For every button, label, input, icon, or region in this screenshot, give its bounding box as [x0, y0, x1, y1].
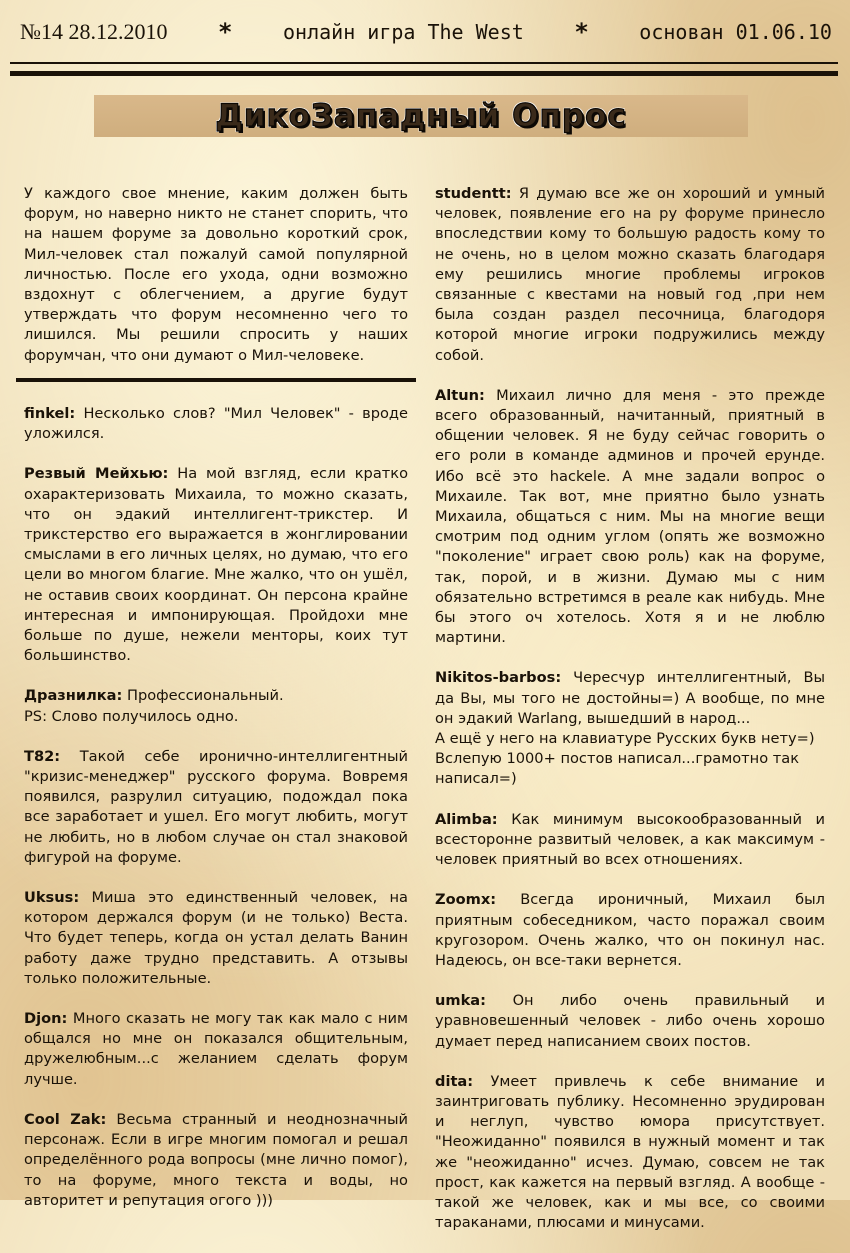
commenter-name: dita:: [435, 1072, 474, 1090]
commenter-name: Zoomx:: [435, 891, 497, 909]
comment-dita: [435, 1072, 825, 1234]
comment-addendum: А ещё у него на клавиатуре Русских букв нету=) Вслепую 1000+ постов написал...грамотно так написал=): [435, 730, 815, 788]
comment-text: Чересчур интеллигентный, Вы да Вы, мы того не достойны=) А вообще, по мне он эдакий Warlang, вышедший в народ...: [435, 669, 826, 727]
comment-text: Умеет привлечь к себе внимание и заинтриговать публику. Несомненно эрудирован и неглуп, чувство юмора присутствует. "Неожиданно" появился в нужный момент и так же "неожиданно" исчез. Думаю, совсем не так прост, как кажется на первый взгляд. А вообще - такой же человек, как и мы все, со своими тараканами, плюсами и минусами.: [435, 1072, 825, 1232]
comment-nikitos: [435, 668, 825, 789]
commenter-name: umka:: [435, 992, 486, 1010]
comment-zoomx: [435, 890, 825, 971]
issue-date: №14 28.12.2010: [20, 19, 168, 44]
title-banner: [94, 95, 748, 137]
commenter-name: Nikitos-barbos:: [435, 669, 562, 687]
comment-text: Всегда ироничный, Михаил был приятным собеседником, часто поражал своим кругозором. Очень жалко, что он покинул нас. Надеюсь, он все-таки вернется.: [435, 891, 825, 969]
comment-rezvy: [24, 464, 408, 666]
commenter-name: Djon:: [24, 1010, 68, 1028]
comment-text: На мой взгляд, если кратко охарактеризовать Михаила, то можно сказать, что он эдакий интеллигент-трикстер. И трикстерство его выражается в жонглировании смыслами в его личных целях, но думаю, что его цели во многом благие. Мне жалко, что он ушёл, не оставив своих координат. Он персона крайне интересная и импонирующая. Пройдохи мне больше по душе, нежели менторы, коих тут большинство.: [24, 465, 409, 665]
comment-uksus: [24, 888, 408, 989]
commenter-name: Altun:: [435, 386, 485, 404]
comment-djon: [24, 1009, 408, 1090]
commenter-name: Alimba:: [435, 810, 498, 828]
comment-text: Весьма странный и неоднозначный персонаж. Если в игре многим помогал и решал определённого рода вопросы (мне лично помог), то на форуме, много текста и воды, но авторитет и репутация огого ))): [24, 1110, 408, 1209]
comment-alimba: [435, 810, 825, 871]
comment-cool-zak: [24, 1110, 408, 1211]
commenter-name: Uksus:: [24, 889, 80, 907]
game-name: онлайн игра The West: [282, 20, 524, 44]
star-separator-2: *: [574, 18, 589, 46]
comment-finkel: [24, 404, 408, 444]
masthead-rule-thick: [10, 71, 838, 76]
commenter-name: finkel:: [24, 405, 76, 422]
comment-text: Профессиональный.: [127, 687, 284, 705]
founded-date: основан 01.06.10: [639, 20, 832, 44]
star-separator: *: [218, 18, 233, 46]
comment-altun: [435, 386, 825, 649]
page-title: ДикоЗападный Опрос: [215, 98, 627, 134]
comment-text: Я думаю все же он хороший и умный человек, появление его на ру форуме принесло впоследствии кому то большую радость кому то не очень, но в целом можно сказать благодаря ему решились многие проблемы игроков связанные с квестами на новый год ,при нем была создан раздел песочница, благодоря которой многие игроки подружились между собой.: [435, 185, 825, 364]
comment-text: Он либо очень правильный и уравновешенный человек - либо очень хорошо думает перед написанием своих постов.: [435, 992, 826, 1050]
intro-block: [24, 184, 408, 386]
comment-t82: [24, 747, 408, 868]
masthead-rule-thin: [10, 62, 838, 64]
commenter-name: studentt:: [435, 185, 512, 202]
comment-postscript: PS: Слово получилось одно.: [24, 707, 239, 725]
comment-text: Несколько слов? "Мил Человек" - вроде уложился.: [24, 405, 408, 443]
intro-text: У каждого свое мнение, каким должен быть форум, но наверно никто не станет спорить, что на нашем форуме за довольно короткий срок, Мил-человек стал пожалуй самой популярной личностью. После его ухода, одни возможно вздохнут с облегчением, а другие будут утверждать что форум несомненно чего то лишился. Мы решили спросить у наших форумчан, что они думают о Мил-человеке.: [24, 185, 408, 364]
right-column: [435, 184, 825, 1253]
comment-text: Как минимум высокообразованный и всесторонне развитый человек, а как максимум - человек приятный во всех отношениях.: [435, 810, 825, 869]
left-column: [24, 404, 408, 1231]
commenter-name: Резвый Мейхью:: [24, 465, 169, 483]
comment-text: Много сказать не могу так как мало с ним общался но мне он показался общительным, дружелюбным...с желанием сделать форум лучше.: [24, 1010, 409, 1088]
comment-text: Михаил лично для меня - это прежде всего образованный, начитанный, приятный в общении человек. Я не буду сейчас говорить о его роли в команде админов и прочей ерунде. Ибо всё это hackele. А мне задали вопрос о Михаиле. Так вот, мне приятно было узнать Михаила, общаться с ним. Мы на многие вещи смотрим под одним углом (опять же возможно "поколение" играет свою роль) как на форуме, так, порой, и в жизни. Думаю мы с ним обязательно встретимся в реале как нибудь. Мне бы этого оч хотелось. Хотя я и не люблю мартини.: [435, 386, 825, 647]
commenter-name: Дразнилка:: [24, 687, 123, 705]
masthead: [20, 14, 832, 50]
comment-umka: [435, 991, 825, 1052]
section-divider: [16, 378, 416, 382]
commenter-name: Cool Zak:: [24, 1110, 107, 1128]
comment-text: Такой себе иронично-интеллигентный "кризис-менеджер" русского форума. Вовремя появился, разрулил ситуацию, подождал пока все заработает и ушел. Его могут любить, могут не любить, но в любом случае он стал знаковой фигурой на форуме.: [24, 747, 408, 866]
comment-studentt: [435, 184, 825, 366]
comment-draznilka: [24, 686, 408, 726]
commenter-name: T82:: [24, 747, 61, 765]
comment-text: Миша это единственный человек, на котором держался форум (и не только) Веста. Что будет теперь, когда он устал делать Ванин работу даже трудно представить. А отзывы только положительные.: [24, 889, 408, 987]
